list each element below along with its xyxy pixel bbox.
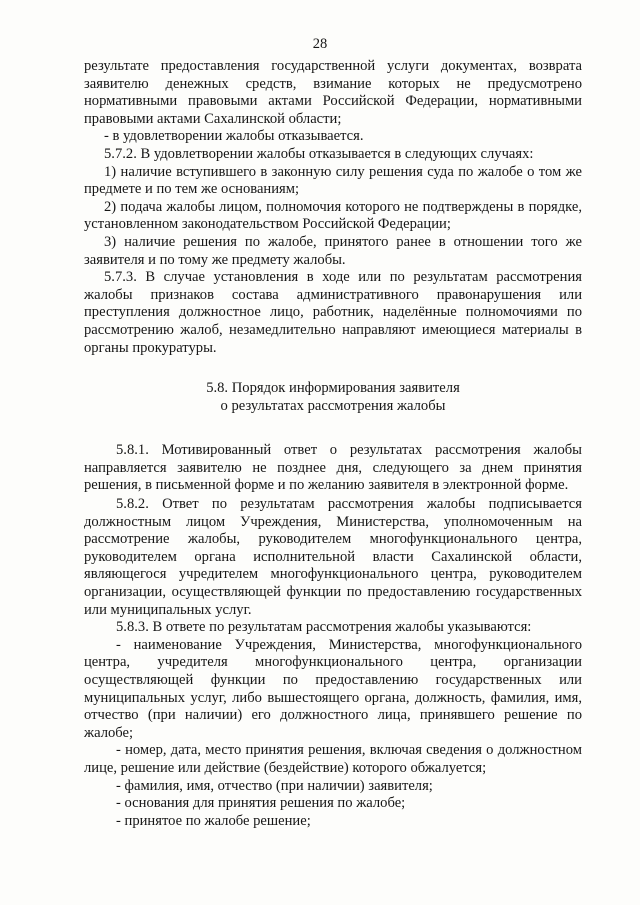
paragraph-5-7-2: 5.7.2. В удовлетворении жалобы отказывается в следующих случаях:: [104, 145, 534, 162]
list-item-1: 1) наличие вступившего в законную силу решения суда по жалобе о том же предмете и по тем же основаниям;: [84, 163, 582, 198]
section-heading-line-1: 5.8. Порядок информирования заявителя: [206, 380, 460, 397]
list-item-decision: - принятое по жалобе решение;: [116, 812, 311, 829]
section-heading-line-2: о результатах рассмотрения жалобы: [220, 397, 446, 414]
paragraph-5-8-2: 5.8.2. Ответ по результатам рассмотрения жалобы подписывается должностным лицом Учреждения, Министерства, уполномоченным на рассмотрение жалобы, руководителем многофункционального центра, руководителем органа исполнительной власти Сахалинской области, являющегося учредителем многофункционального центра, руководителем организации, осуществляющей функции по предоставлению государственных или муниципальных услуг.: [84, 496, 582, 618]
page-number: 28: [312, 36, 328, 52]
list-item-applicant-name: - фамилия, имя, отчество (при наличии) заявителя;: [116, 777, 433, 794]
document-body: [84, 58, 582, 830]
list-item-3: 3) наличие решения по жалобе, принятого ранее в отношении того же заявителя и по тому же предмету жалобы.: [84, 233, 582, 268]
paragraph-5-8-1: 5.8.1. Мотивированный ответ о результатах рассмотрения жалобы направляется заявителю не позднее дня, следующего за днем принятия решения, в письменной форме и по желанию заявителя в электронной форме.: [84, 442, 582, 494]
paragraph-continuation: результате предоставления государственной услуги документах, возврата заявителю денежных средств, взимание которых не предусмотрено нормативными правовыми актами Российской Федерации, нормативными правовыми актами Сахалинской области;: [84, 58, 582, 127]
list-item-number-date: - номер, дата, место принятия решения, включая сведения о должностном лице, решение или действие (бездействие) которого обжалуется;: [84, 742, 582, 776]
list-item-grounds: - основания для принятия решения по жалобе;: [116, 795, 406, 812]
list-item-institution: - наименование Учреждения, Министерства, многофункционального центра, учредителя многофункционального центра, организации осуществляющей функции по предоставлению государственных или муниципальных услуг, либо вышестоящего органа, должность, фамилия, имя, отчество (при наличии) его должностного лица, принявшего решение по жалобе;: [84, 636, 582, 741]
paragraph-5-7-3: 5.7.3. В случае установления в ходе или по результатам рассмотрения жалобы признаков состава административного правонарушения или преступления должностное лицо, работник, наделённые полномочиями по рассмотрению жалоб, незамедлительно направляют имеющиеся материалы в органы прокуратуры.: [84, 269, 582, 356]
paragraph-5-8-3: 5.8.3. В ответе по результатам рассмотрения жалобы указываются:: [116, 619, 532, 636]
list-item-2: 2) подача жалобы лицом, полномочия которого не подтверждены в порядке, установленном законодательством Российской Федерации;: [84, 198, 582, 233]
section-heading: [84, 380, 582, 415]
paragraph-refusal-note: - в удовлетворении жалобы отказывается.: [104, 128, 364, 145]
